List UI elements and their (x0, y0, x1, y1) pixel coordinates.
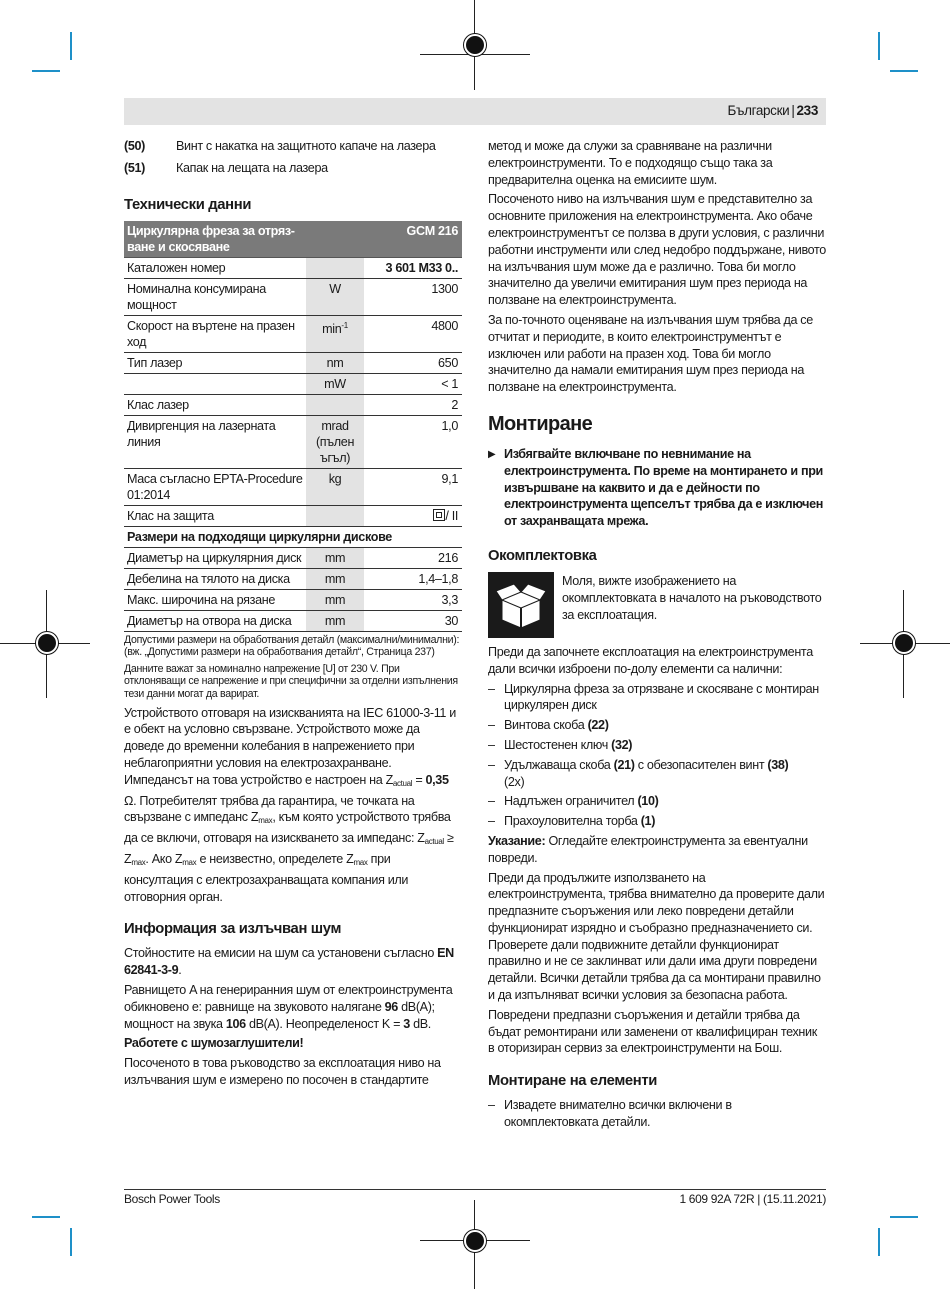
list-item: – Извадете внимателно всички включени в окомплектовката детайли. (488, 1097, 826, 1131)
row-value: 2 (364, 394, 462, 415)
page-number: 233 (796, 103, 818, 118)
row-label: Макс. широчина на рязане (124, 589, 306, 610)
row-value: 3 601 M33 0.. (364, 257, 462, 278)
noise-warning: Работете с шумозаглушители! (124, 1036, 304, 1051)
iec-paragraph (124, 705, 462, 906)
mount-warning (488, 446, 826, 530)
row-label: Маса съгласно EPTA-Procedure 01:2014 (124, 468, 306, 505)
crop-mark (70, 32, 72, 60)
kit-item-text: с обезопасителен винт (634, 757, 768, 772)
hint-label: Указание: (488, 833, 546, 848)
kit-item-ref: (32) (611, 737, 633, 752)
right-column (488, 138, 826, 1134)
noise-value: 3 (403, 1016, 410, 1031)
kit-item-ref: (1) (640, 814, 656, 829)
table-subheader-row (124, 526, 462, 547)
kit-item-text: (2x) (504, 774, 525, 789)
header-language: Български (727, 103, 790, 118)
subscript: actual (392, 778, 413, 788)
subscript: actual (424, 837, 444, 847)
z-actual: $Z_{actual}$ (385, 772, 413, 788)
kit-item-text: Циркулярна фреза за отрязване и скосяване с монтиран циркулярен диск (504, 681, 819, 713)
z-value: 0,35 (425, 772, 449, 787)
list-item: – Шестостенен ключ (32) (488, 737, 633, 752)
row-value: 3,3 (364, 589, 462, 610)
iec-text: ≥ Z (124, 831, 454, 866)
noise-value: 96 (384, 999, 398, 1014)
paragraph: Преди да продължите използването на електроинструмента, трябва внимателно да проверите дали предпазните съоръжения или леко повредени детайли функционират изрядно и съобразно предназначението си. Проверете дали подвижните детайли функционират правилно и не се заклинват или дали има други повредени детайли. Всички детайли трябва да са монтирани правилно и да изпълняват всички условия за безопасна работа. (488, 870, 825, 1003)
paragraph: Посоченото ниво на излъчвания шум е представително за основните приложения на електроинструмента. Ако обаче електроинструментът се ползва в други условия, с различни работни инструменти или след недобро поддържане, нивото на излъчвания шум може да е различно. Това би могло значително да увеличи емитирания шум през периода на ползване на електроинструмента. (488, 192, 826, 308)
table-row (124, 373, 462, 394)
part-item (124, 160, 462, 177)
row-unit (306, 315, 364, 352)
crop-mark (32, 1216, 60, 1218)
kit-intro: Преди да започнете експлоатация на електроинструмента дали всички изброени по-долу елементи са налични: (488, 644, 813, 676)
part-text: Винт с накатка на защитното капаче на лазера (176, 139, 436, 153)
tech-data-table (124, 221, 462, 632)
noise-text: dB(A). Неопределеност K = (245, 1016, 404, 1031)
row-value: 1,0 (364, 415, 462, 468)
tech-heading: Технически данни (124, 196, 252, 213)
row-label: Диаметър на отвора на диска (124, 610, 306, 631)
kit-item-text: Винтова скоба (504, 718, 588, 733)
row-value: 9,1 (364, 468, 462, 505)
row-unit (306, 394, 364, 415)
subscript: max (182, 857, 197, 867)
open-box-icon (488, 572, 554, 638)
kit-item-text: Надлъжен ограничител (504, 794, 638, 809)
row-label: Тип лазер (124, 352, 306, 373)
registration-dot (893, 632, 915, 654)
table-header-row (124, 221, 462, 258)
hint-paragraph (488, 833, 826, 867)
row-label: Диаметър на циркулярния диск (124, 547, 306, 568)
protection-class-text: / II (445, 508, 458, 523)
row-value: 4800 (364, 315, 462, 352)
kit-item-ref: (21) (613, 757, 635, 772)
list-item: – Винтова скоба (22) (488, 718, 609, 733)
row-value (364, 505, 462, 526)
kit-item-text: Прахоуловителна торба (504, 814, 641, 829)
table-row (124, 610, 462, 631)
row-value: 1,4–1,8 (364, 568, 462, 589)
row-value: < 1 (364, 373, 462, 394)
elements-item-text: Извадете внимателно всички включени в окомплектовката детайли. (504, 1098, 732, 1130)
table-subheader: Размери на подходящи циркулярни дискове (124, 526, 462, 547)
table-note: Данните важат за номинално напрежение [U] от 230 V. При отклоняващи се напрежение и при специфични за отделни изпълнения тези данни могат да варират. (124, 662, 458, 700)
noise-paragraph: Посоченото в това ръководство за експлоатация ниво на излъчвания шум е измерено по посочен в стандартите (124, 1056, 441, 1087)
kit-item-ref: (22) (587, 718, 609, 733)
row-value: 216 (364, 547, 462, 568)
elements-heading: Монтиране на елементи (488, 1073, 658, 1090)
crop-mark (890, 1216, 918, 1218)
crop-mark (32, 70, 60, 72)
row-value: 30 (364, 610, 462, 631)
iec-text: Ω. Потребителят трябва да гарантира, че точката на свързване с импеданс Z (124, 793, 415, 825)
iec-text: . Ако Z (145, 851, 183, 866)
crop-mark (878, 1228, 880, 1256)
table-row (124, 394, 462, 415)
row-unit: mW (306, 373, 364, 394)
table-header-model: GCM 216 (364, 221, 462, 258)
paragraph: Повредени предпазни съоръжения и детайли трябва да бъдат ремонтирани или заменени от квалифициран техник в оторизиран сервиз за електроинструменти на Бош. (488, 1007, 817, 1056)
row-unit: mm (306, 589, 364, 610)
row-unit: mm (306, 568, 364, 589)
paragraph: За по-точното оценяване на излъчвания шум трябва да се отчитат и периодите, в които електроинструментът е изключен или работи на празен ход. Това би могло значително да намали емитирания шум през периода на ползване на електроинструмента. (488, 312, 813, 395)
table-row (124, 352, 462, 373)
registration-dot (36, 632, 58, 654)
part-item (124, 138, 462, 155)
row-unit (306, 505, 364, 526)
subscript: max (258, 816, 273, 826)
list-item: – Надлъжен ограничител (10) (488, 794, 659, 809)
part-text: Капак на лещата на лазера (176, 160, 328, 175)
noise-text: dB. (409, 1016, 431, 1031)
iec-text: = (412, 772, 426, 787)
kit-box-row (488, 572, 826, 638)
subscript: max (353, 857, 368, 867)
header-text: Български | 233 (727, 103, 818, 118)
noise-text: dB(A); мощност на звука (124, 999, 435, 1031)
row-label: Каталожен номер (124, 257, 306, 278)
footer-divider (124, 1189, 826, 1190)
row-unit: mrad (пълен ъгъл) (306, 415, 364, 468)
footer-brand: Bosch Power Tools (124, 1192, 220, 1206)
bullet-triangle-icon: ▶ (488, 448, 496, 460)
table-row (124, 415, 462, 468)
row-value: 650 (364, 352, 462, 373)
noise-text: Равнището A на генериранния шум от електроинструмента обикновено е: равнище на звуковото налягане (124, 982, 453, 1014)
mount-heading: Монтиране (488, 412, 593, 435)
row-unit: mm (306, 610, 364, 631)
footer-doc-id: 1 609 92A 72R | (15.11.2021) (679, 1192, 826, 1206)
table-row (124, 257, 462, 278)
iec-text: Устройството отговаря на изискванията на IEC 61000-3-11 и е обект на условно свързване. Устройството може да доведе до временни колебания в напрежението при неблагоприятни условия на електрозахранване. Импедансът на това устройство е настроен на (124, 705, 456, 787)
kit-item-text: Шестостенен ключ (504, 737, 612, 752)
hint-text: Огледайте електроинструмента за евентуални повреди. (488, 833, 808, 865)
table-row (124, 505, 462, 526)
table-row (124, 547, 462, 568)
crop-mark (890, 70, 918, 72)
row-unit: kg (306, 468, 364, 505)
page-header (124, 98, 826, 125)
row-unit: mm (306, 547, 364, 568)
unit-text: min (322, 321, 342, 336)
list-item: – Прахоуловителна торба (1) (488, 814, 656, 829)
row-unit: W (306, 278, 364, 315)
list-item: – Удължаваща скоба (21) с обезопасителен винт (38) (2x) (488, 757, 789, 789)
noise-heading: Информация за излъчван шум (124, 921, 342, 938)
iec-text: , към която устройството трябва да се включи, отговаря на изискването за импеданс: Z (124, 810, 451, 846)
paragraph: метод и може да служи за сравняване на различни електроинструменти. То е подходящо също така за предварителна оценка на емисиите шум. (488, 139, 773, 187)
row-value: 1300 (364, 278, 462, 315)
iec-text: е неизвестно, определете Z (196, 851, 354, 866)
kit-box-text: Моля, вижте изображението на окомплектовката в началото на ръководството за експлоатация. (562, 573, 822, 622)
crop-mark (878, 32, 880, 60)
row-label: Клас лазер (124, 394, 306, 415)
kit-item-ref: (10) (637, 794, 659, 809)
table-header-label: Циркулярна фреза за отряз- ване и скосяване (124, 221, 364, 258)
crop-mark (70, 1228, 72, 1256)
unit-superscript: -1 (341, 320, 348, 330)
part-number: (50) (124, 139, 145, 153)
table-note: Допустими размери на обработвания детайл (максимални/минимални): (вж. „Допустими размери на обработвания детайл“, Страница 237) (124, 633, 460, 659)
noise-paragraph: Стойностите на емисии на шум са установени съгласно EN 62841-3-9. (124, 946, 454, 978)
row-label: Клас на защита (124, 505, 306, 526)
kit-heading: Окомплектовка (488, 547, 597, 564)
kit-item-text: Удължаваща скоба (504, 757, 614, 772)
registration-dot (464, 1230, 486, 1252)
left-column (124, 138, 462, 1092)
table-row (124, 589, 462, 610)
table-row (124, 315, 462, 352)
table-row (124, 278, 462, 315)
table-row (124, 568, 462, 589)
row-label: Скорост на въртене на празен ход (124, 315, 306, 352)
noise-standard: EN 62841-3-9 (124, 946, 454, 978)
row-unit (306, 257, 364, 278)
noise-paragraph (124, 982, 462, 1032)
protection-class-icon (433, 509, 445, 521)
row-label: Дивиргенция на лазерната линия (124, 415, 306, 468)
subscript: max (131, 857, 146, 867)
row-unit: nm (306, 352, 364, 373)
noise-value: 106 (225, 1016, 246, 1031)
list-item: – Циркулярна фреза за отрязване и скосяване с монтиран циркулярен диск (488, 681, 826, 715)
registration-dot (464, 34, 486, 56)
kit-item-ref: (38) (767, 757, 789, 772)
iec-text: при консултация с електрозахранващата компания или отговорния орган. (124, 851, 409, 904)
row-label: Номинална консумирана мощност (124, 278, 306, 315)
noise-text: Стойностите на емисии на шум са установени съгласно (124, 946, 434, 961)
part-number: (51) (124, 160, 145, 175)
row-label: Дебелина на тялото на диска (124, 568, 306, 589)
table-row (124, 468, 462, 505)
warning-text: Избягвайте включване по невнимание на електроинструмента. По време на монтирането и при извършване на каквито и да е дейности по електроинструмента щепселът трябва да е изключен от захранващата мрежа. (504, 446, 824, 529)
row-label (124, 373, 306, 394)
